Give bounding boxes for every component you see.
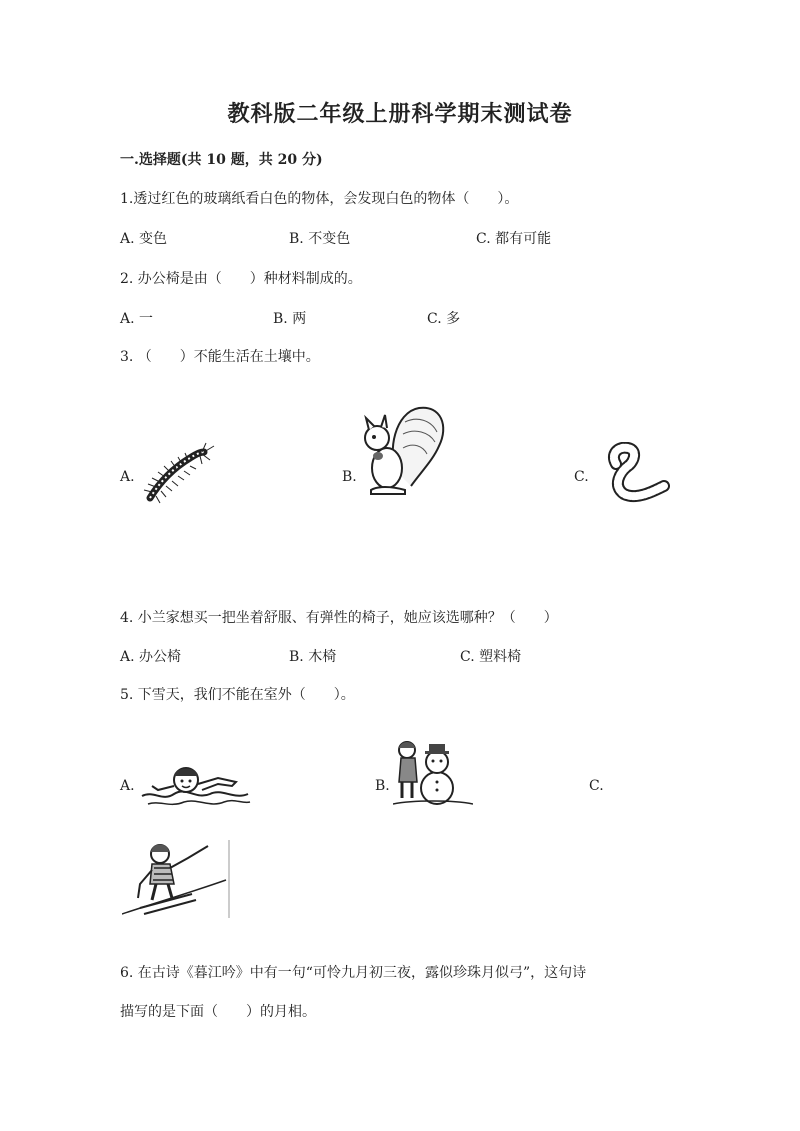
q5-option-b[interactable]: B.: [375, 778, 390, 794]
swimming-child-image[interactable]: [140, 760, 252, 810]
skiing-child-image[interactable]: [122, 838, 234, 920]
squirrel-image[interactable]: [357, 402, 449, 498]
q4-option-b[interactable]: B. 木椅: [289, 649, 337, 665]
child-with-snowman-image[interactable]: [393, 738, 473, 808]
q4-option-a[interactable]: A. 办公椅: [120, 649, 182, 665]
centipede-image[interactable]: [138, 440, 218, 505]
q2-option-b[interactable]: B. 两: [273, 311, 307, 327]
question-4: 4. 小兰家想买一把坐着舒服、有弹性的椅子，她应该选哪种？（ ）: [120, 610, 558, 626]
question-5: 5. 下雪天，我们不能在室外（ ）。: [120, 687, 355, 703]
q4-option-c[interactable]: C. 塑料椅: [460, 649, 522, 665]
earthworm-image[interactable]: [600, 442, 670, 504]
q3-option-b[interactable]: B.: [342, 469, 357, 485]
q1-option-a[interactable]: A. 变色: [120, 231, 168, 247]
q5-option-c[interactable]: C.: [589, 778, 604, 794]
page-title: 教科版二年级上册科学期末测试卷: [227, 101, 573, 127]
q3-option-c[interactable]: C.: [574, 469, 589, 485]
q1-option-c[interactable]: C. 都有可能: [476, 231, 552, 247]
question-2: 2. 办公椅是由（ ）种材料制成的。: [120, 271, 362, 287]
question-6-line-1: 6. 在古诗《暮江吟》中有一句“可怜九月初三夜，露似珍珠月似弓”，这句诗: [120, 965, 587, 981]
question-6-line-2: 描写的是下面（ ）的月相。: [120, 1004, 316, 1020]
q5-option-a[interactable]: A.: [120, 778, 135, 794]
question-3: 3. （ ）不能生活在土壤中。: [120, 349, 320, 365]
q2-option-a[interactable]: A. 一: [120, 311, 154, 327]
section-heading: 一.选择题(共 10 题，共 20 分): [120, 152, 323, 168]
question-1: 1.透过红色的玻璃纸看白色的物体，会发现白色的物体（ ）。: [120, 191, 519, 207]
q1-option-b[interactable]: B. 不变色: [289, 231, 351, 247]
q2-option-c[interactable]: C. 多: [427, 311, 461, 327]
q3-option-a[interactable]: A.: [120, 469, 135, 485]
